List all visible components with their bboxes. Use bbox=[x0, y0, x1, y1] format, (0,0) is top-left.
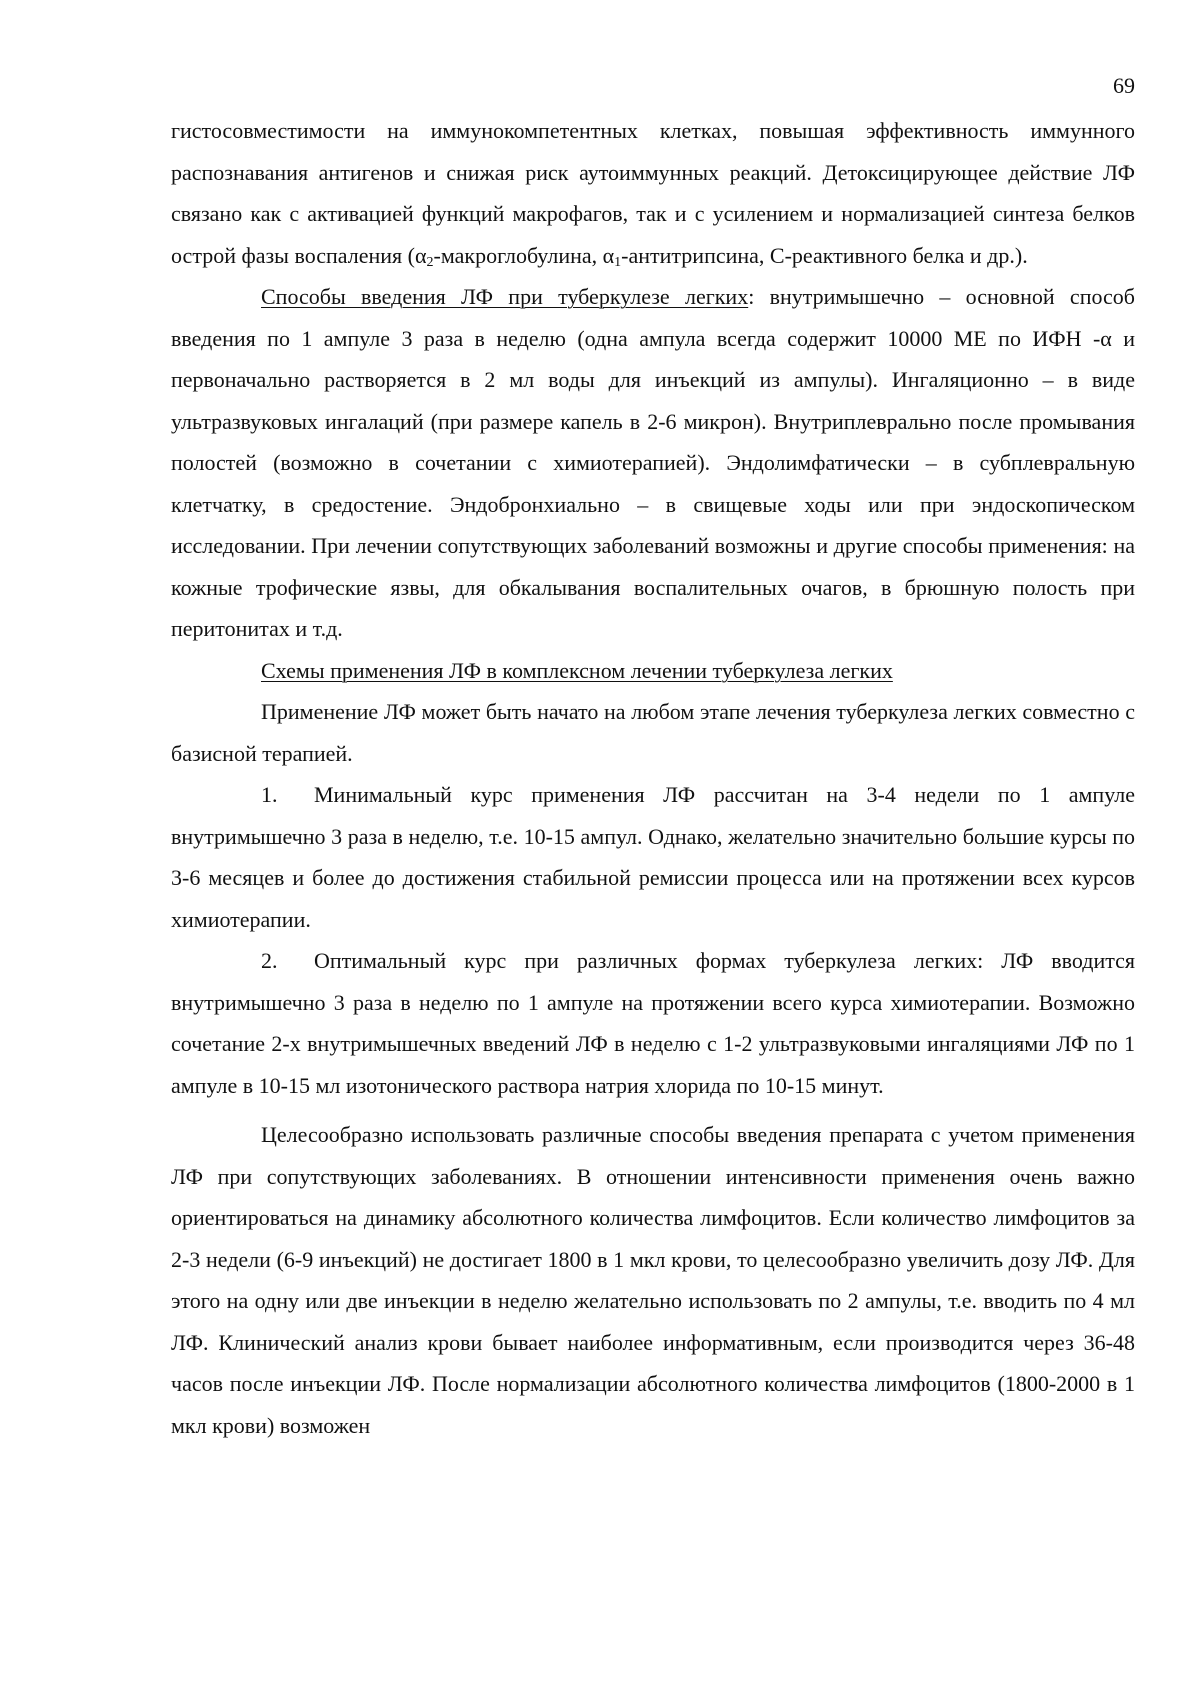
list-item bbox=[171, 940, 1135, 1106]
list-item bbox=[171, 774, 1135, 940]
subscript: 2 bbox=[426, 254, 434, 270]
paragraph-continuation bbox=[171, 110, 1135, 276]
paragraph-intro: Применение ЛФ может быть начато на любом этапе лечения туберкулеза легких совместно с базисной терапией. bbox=[171, 699, 1135, 766]
paragraph-text: : внутримышечно – основной способ введения по 1 ампуле 3 раза в неделю (одна ампула всегда содержит 10000 МЕ по ИФН -α и первоначально растворяется в 2 мл воды для инъекций из ампулы). Ингаляционно – в виде ультразвуковых ингалаций (при размере капель в 2-6 микрон). Внутриплеврально после промывания полостей (возможно в сочетании с химиотерапией). Эндолимфатически – в субплевральную клетчатку, в средостение. Эндобронхиально – в свищевые ходы или при эндоскопическом исследовании. При лечении сопутствующих заболеваний возможны и другие способы применения: на кожные трофические язвы, для обкалывания воспалительных очагов, в брюшную полость при перитонитах и т.д. bbox=[171, 284, 1135, 641]
paragraph-text: гистосовместимости на иммунокомпетентных клетках, повышая эффективность иммунного распознавания антигенов и снижая риск аутоиммунных реакций. Детоксицирующее действие ЛФ связано как с активацией функций макрофагов, так и с усилением и нормализацией синтеза белков острой фазы воспаления (α bbox=[171, 118, 1135, 268]
paragraph-dosing: Целесообразно использовать различные способы введения препарата с учетом применения ЛФ при сопутствующих заболеваниях. В отношении интенсивности применения очень важно ориентироваться на динамику абсолютного количества лимфоцитов. Если количество лимфоцитов за 2-3 недели (6-9 инъекций) не достигает 1800 в 1 мкл крови, то целесообразно увеличить дозу ЛФ. Для этого на одну или две инъекции в неделю желательно использовать по 2 ампулы, т.е. вводить по 4 мл ЛФ. Клинический анализ крови бывает наиболее информативным, если производится через 36-48 часов после инъекции ЛФ. После нормализации абсолютного количества лимфоцитов (1800-2000 в 1 мкл крови) возможен bbox=[171, 1122, 1135, 1438]
section-heading bbox=[171, 650, 1135, 692]
underlined-lead: Способы введения ЛФ при туберкулезе легких bbox=[261, 284, 749, 309]
paragraph-gap bbox=[171, 1106, 1135, 1114]
list-item-text: Минимальный курс применения ЛФ рассчитан на 3-4 недели по 1 ампуле внутримышечно 3 раза в неделю, т.е. 10-15 ампул. Однако, желательно значительно большие курсы по 3-6 месяцев и более до достижения стабильной ремиссии процесса или на протяжении всех курсов химиотерапии. bbox=[171, 782, 1135, 932]
paragraph-administration-methods bbox=[171, 276, 1135, 650]
paragraph-text: -антитрипсина, С-реактивного белка и др.). bbox=[621, 242, 1028, 268]
page-body bbox=[171, 110, 1135, 1446]
section-heading-text: Схемы применения ЛФ в комплексном лечении туберкулеза легких bbox=[261, 657, 893, 683]
paragraph-text: -макроглобулина, α bbox=[433, 242, 615, 268]
list-number: 1. bbox=[261, 782, 278, 807]
list-item-text: Оптимальный курс при различных формах туберкулеза легких: ЛФ вводится внутримышечно 3 раза в неделю по 1 ампуле на протяжении всего курса химиотерапии. Возможно сочетание 2-х внутримышечных введений ЛФ в неделю с 1-2 ультразвуковыми ингаляциями ЛФ по 1 ампуле в 10-15 мл изотонического раствора натрия хлорида по 10-15 минут. bbox=[171, 948, 1135, 1098]
subscript: 1 bbox=[614, 254, 622, 270]
list-number: 2. bbox=[261, 948, 278, 973]
page-number: 69 bbox=[1113, 73, 1135, 98]
